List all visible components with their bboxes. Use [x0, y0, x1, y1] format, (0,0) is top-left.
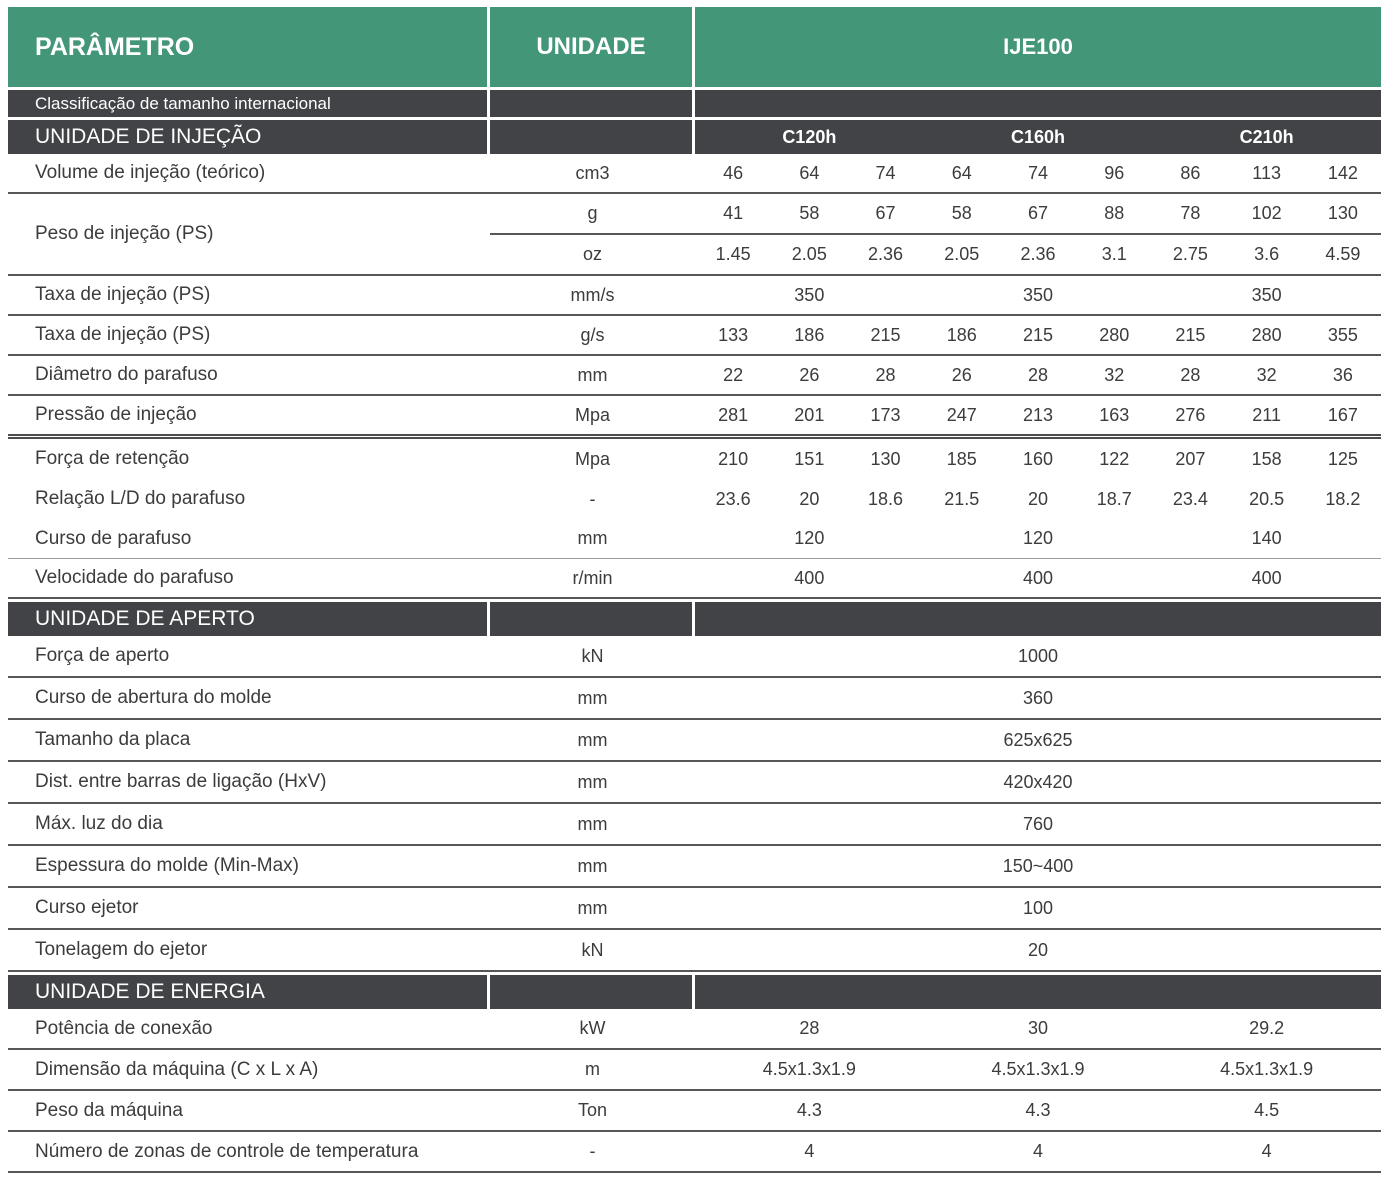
value-cell: 86 — [1180, 162, 1201, 183]
unit-cell: mm — [577, 528, 608, 548]
group-value-cell: 28 — [799, 1018, 820, 1038]
param-label: Taxa de injeção (PS) — [35, 324, 211, 345]
param-label: Dimensão da máquina (C x L x A) — [35, 1058, 319, 1080]
value-cell: 102 — [1251, 203, 1282, 223]
table-row — [8, 762, 1381, 804]
param-label: Peso de injeção (PS) — [35, 223, 214, 244]
unit-cell: g/s — [580, 324, 605, 345]
section-bar — [8, 120, 1381, 154]
group-value-cell: 400 — [794, 567, 825, 588]
sub-row — [490, 194, 1381, 235]
value-cell: 22 — [723, 364, 744, 385]
param-label: Força de retenção — [35, 448, 190, 469]
value-cell: 26 — [799, 364, 820, 385]
table-row — [8, 559, 1381, 599]
param-label: Tamanho da placa — [35, 729, 191, 750]
value-cell: 18.7 — [1096, 488, 1132, 509]
param-label: Relação L/D do parafuso — [35, 488, 246, 509]
unit-cell: m — [585, 1059, 600, 1079]
section-unit-cell — [490, 975, 695, 1009]
section-values-cell — [695, 90, 1381, 117]
group-value-cell: 4.3 — [796, 1100, 822, 1120]
param-label: Pressão de injeção — [35, 404, 197, 425]
value-cell: 163 — [1099, 404, 1130, 425]
table-row — [8, 888, 1381, 930]
value-cell: 41 — [723, 203, 744, 223]
span-value-cell: 1000 — [1017, 645, 1059, 666]
value-cell: 28 — [1180, 364, 1201, 385]
value-cell: 185 — [946, 448, 977, 469]
value-cell: 201 — [794, 404, 825, 425]
value-cell: 280 — [1099, 324, 1130, 345]
spec-table — [8, 7, 1381, 1173]
value-cell: 32 — [1256, 364, 1277, 385]
section-values-cell — [695, 602, 1381, 636]
group-value-cell: 400 — [1251, 567, 1282, 588]
value-cell: 211 — [1252, 404, 1281, 425]
value-cell: 355 — [1327, 324, 1358, 345]
value-cell: 58 — [799, 203, 820, 223]
section-unit-cell — [490, 90, 695, 117]
value-cell: 215 — [1175, 324, 1206, 345]
section-label-cell: UNIDADE DE INJEÇÃO — [8, 120, 490, 154]
value-cell: 46 — [723, 162, 744, 183]
header-model-ije100: IJE100 — [695, 7, 1381, 87]
value-cell: 26 — [951, 364, 972, 385]
group-value-cell: 4 — [1261, 1141, 1272, 1161]
unit-cell: mm — [577, 729, 608, 750]
header-unidade: UNIDADE — [490, 7, 695, 87]
unit-cell: mm — [577, 771, 608, 792]
unit-cell: mm/s — [570, 284, 615, 305]
param-label: Tonelagem do ejetor — [35, 939, 208, 960]
table-header-row — [8, 7, 1381, 87]
span-value-cell: 420x420 — [1003, 771, 1073, 792]
span-value-cell: 360 — [1022, 687, 1054, 708]
span-value-cell: 760 — [1022, 813, 1054, 834]
value-cell: 78 — [1180, 203, 1201, 223]
value-cell: 3.1 — [1101, 244, 1127, 264]
table-row — [8, 1091, 1381, 1132]
value-cell: 2.75 — [1172, 244, 1208, 264]
table-row — [8, 1132, 1381, 1173]
param-label: Potência de conexão — [35, 1017, 213, 1039]
sub-rows — [490, 194, 1381, 274]
param-label: Número de zonas de controle de temperatura — [35, 1140, 419, 1162]
value-cell: 74 — [1027, 162, 1048, 183]
group-value-cell: 350 — [794, 284, 825, 305]
span-value-cell: 20 — [1027, 939, 1049, 960]
value-cell: 18.2 — [1325, 488, 1361, 509]
span-value-cell: 100 — [1022, 897, 1054, 918]
table-row — [8, 804, 1381, 846]
param-label: Dist. entre barras de ligação (HxV) — [35, 771, 327, 792]
value-cell: 281 — [718, 404, 749, 425]
param-label: Força de aperto — [35, 645, 170, 666]
group-value-cell: 120 — [794, 528, 825, 548]
param-label: Curso ejetor — [35, 897, 139, 918]
table-row — [8, 678, 1381, 720]
table-row — [8, 636, 1381, 678]
table-row — [8, 194, 1381, 276]
value-cell: 23.6 — [715, 488, 751, 509]
section-bar — [8, 975, 1381, 1009]
param-label: Curso de parafuso — [35, 527, 192, 549]
unit-cell: mm — [577, 813, 608, 834]
unit-cell: kN — [581, 939, 604, 960]
value-cell: 36 — [1332, 364, 1353, 385]
value-cell: 67 — [875, 203, 896, 223]
table-row — [8, 316, 1381, 356]
section-label-cell: UNIDADE DE ENERGIA — [8, 975, 490, 1009]
value-cell: 133 — [718, 324, 749, 345]
value-cell: 215 — [1022, 324, 1054, 345]
value-cell: 20 — [799, 488, 820, 509]
table-row — [8, 519, 1381, 559]
group-value-cell: 4.5x1.3x1.9 — [762, 1059, 856, 1079]
group-value-cell: 4 — [804, 1141, 815, 1161]
group-value-cell: 30 — [1027, 1018, 1048, 1038]
group-header: C160h — [1010, 126, 1065, 147]
value-cell: 2.36 — [1020, 244, 1056, 264]
table-row — [8, 479, 1381, 519]
unit-cell: Mpa — [574, 448, 610, 469]
value-cell: 2.36 — [868, 244, 904, 264]
unit-cell: mm — [577, 855, 608, 876]
section-label-cell: Classificação de tamanho internacional — [8, 90, 490, 117]
table-row — [8, 276, 1381, 316]
value-cell: 158 — [1251, 448, 1282, 469]
table-row — [8, 439, 1381, 479]
value-cell: 215 — [870, 324, 901, 345]
unit-cell: kN — [581, 645, 604, 666]
value-cell: 186 — [794, 324, 825, 345]
section-bar — [8, 90, 1381, 117]
span-value-cell: 625x625 — [1003, 729, 1073, 750]
unit-cell: - — [589, 488, 596, 509]
table-row — [8, 396, 1381, 439]
group-value-cell: 4.5x1.3x1.9 — [1220, 1059, 1314, 1079]
value-cell: 88 — [1104, 203, 1125, 223]
value-cell: 28 — [1027, 364, 1048, 385]
table-row — [8, 1009, 1381, 1050]
param-label: Diâmetro do parafuso — [35, 364, 218, 385]
value-cell: 74 — [875, 162, 896, 183]
value-cell: 64 — [951, 162, 972, 183]
table-row — [8, 1050, 1381, 1091]
value-cell: 4.59 — [1325, 244, 1361, 264]
unit-cell: mm — [577, 897, 608, 918]
param-label: Máx. luz do dia — [35, 813, 163, 834]
unit-cell: mm — [577, 364, 608, 385]
unit-cell: oz — [582, 244, 602, 264]
header-parametro: PARÂMETRO — [8, 7, 490, 87]
unit-cell: kW — [579, 1018, 606, 1038]
value-cell: 28 — [875, 364, 896, 385]
group-value-cell: 4 — [1032, 1141, 1043, 1161]
span-value-cell: 150~400 — [1002, 855, 1074, 876]
section-unit-cell — [490, 120, 695, 154]
param-label: Volume de injeção (teórico) — [35, 162, 266, 183]
param-label: Espessura do molde (Min-Max) — [35, 855, 299, 876]
model-group-headers — [695, 120, 1381, 154]
group-value-cell: 350 — [1251, 284, 1282, 305]
group-value-cell: 4.3 — [1025, 1100, 1051, 1120]
unit-cell: - — [589, 1141, 596, 1161]
table-row — [8, 930, 1381, 972]
sub-row — [490, 235, 1381, 274]
group-header: C120h — [782, 126, 837, 147]
unit-cell: Ton — [577, 1100, 608, 1120]
value-cell: 113 — [1252, 162, 1281, 183]
value-cell: 130 — [870, 448, 901, 469]
group-value-cell: 4.5 — [1254, 1100, 1280, 1120]
value-cell: 23.4 — [1172, 488, 1208, 509]
value-cell: 207 — [1175, 448, 1206, 469]
unit-cell: cm3 — [575, 162, 610, 183]
unit-cell: mm — [577, 687, 608, 708]
group-header: C210h — [1239, 126, 1294, 147]
value-cell: 173 — [870, 404, 901, 425]
value-cell: 186 — [946, 324, 977, 345]
unit-cell: g — [587, 203, 598, 223]
value-cell: 3.6 — [1254, 244, 1280, 264]
value-cell: 276 — [1175, 404, 1206, 425]
value-cell: 247 — [946, 404, 977, 425]
value-cell: 151 — [794, 448, 825, 469]
value-cell: 67 — [1027, 203, 1048, 223]
value-cell: 58 — [951, 203, 972, 223]
value-cell: 213 — [1022, 404, 1054, 425]
group-value-cell: 350 — [1022, 284, 1054, 305]
value-cell: 142 — [1327, 162, 1358, 183]
param-label: Curso de abertura do molde — [35, 687, 272, 708]
value-cell: 18.6 — [868, 488, 904, 509]
value-cell: 21.5 — [944, 488, 980, 509]
section-label-cell: UNIDADE DE APERTO — [8, 602, 490, 636]
value-cell: 20.5 — [1249, 488, 1285, 509]
spec-table-body — [8, 90, 1381, 1173]
unit-cell: Mpa — [574, 404, 610, 425]
value-cell: 130 — [1327, 203, 1358, 223]
value-cell: 64 — [799, 162, 820, 183]
table-row — [8, 356, 1381, 396]
value-cell: 1.45 — [715, 244, 751, 264]
group-value-cell: 29.2 — [1249, 1018, 1285, 1038]
table-row — [8, 846, 1381, 888]
value-cell: 280 — [1251, 324, 1282, 345]
value-cell: 167 — [1327, 404, 1358, 425]
value-cell: 96 — [1104, 162, 1125, 183]
value-cell: 125 — [1327, 448, 1358, 469]
table-row — [8, 720, 1381, 762]
value-cell: 122 — [1099, 448, 1130, 469]
value-cell: 210 — [718, 448, 749, 469]
param-label: Taxa de injeção (PS) — [35, 284, 211, 305]
table-row — [8, 154, 1381, 194]
section-bar — [8, 602, 1381, 636]
group-value-cell: 120 — [1022, 528, 1054, 548]
group-value-cell: 140 — [1251, 528, 1282, 548]
value-cell: 2.05 — [791, 244, 827, 264]
value-cell: 32 — [1104, 364, 1125, 385]
unit-cell: r/min — [572, 567, 613, 588]
param-label: Peso da máquina — [35, 1099, 183, 1121]
value-cell: 20 — [1027, 488, 1048, 509]
group-value-cell: 4.5x1.3x1.9 — [991, 1059, 1085, 1079]
group-value-cell: 400 — [1022, 567, 1054, 588]
section-values-cell — [695, 975, 1381, 1009]
param-label: Velocidade do parafuso — [35, 567, 234, 588]
section-unit-cell — [490, 602, 695, 636]
value-cell: 2.05 — [944, 244, 980, 264]
value-cell: 160 — [1022, 448, 1054, 469]
